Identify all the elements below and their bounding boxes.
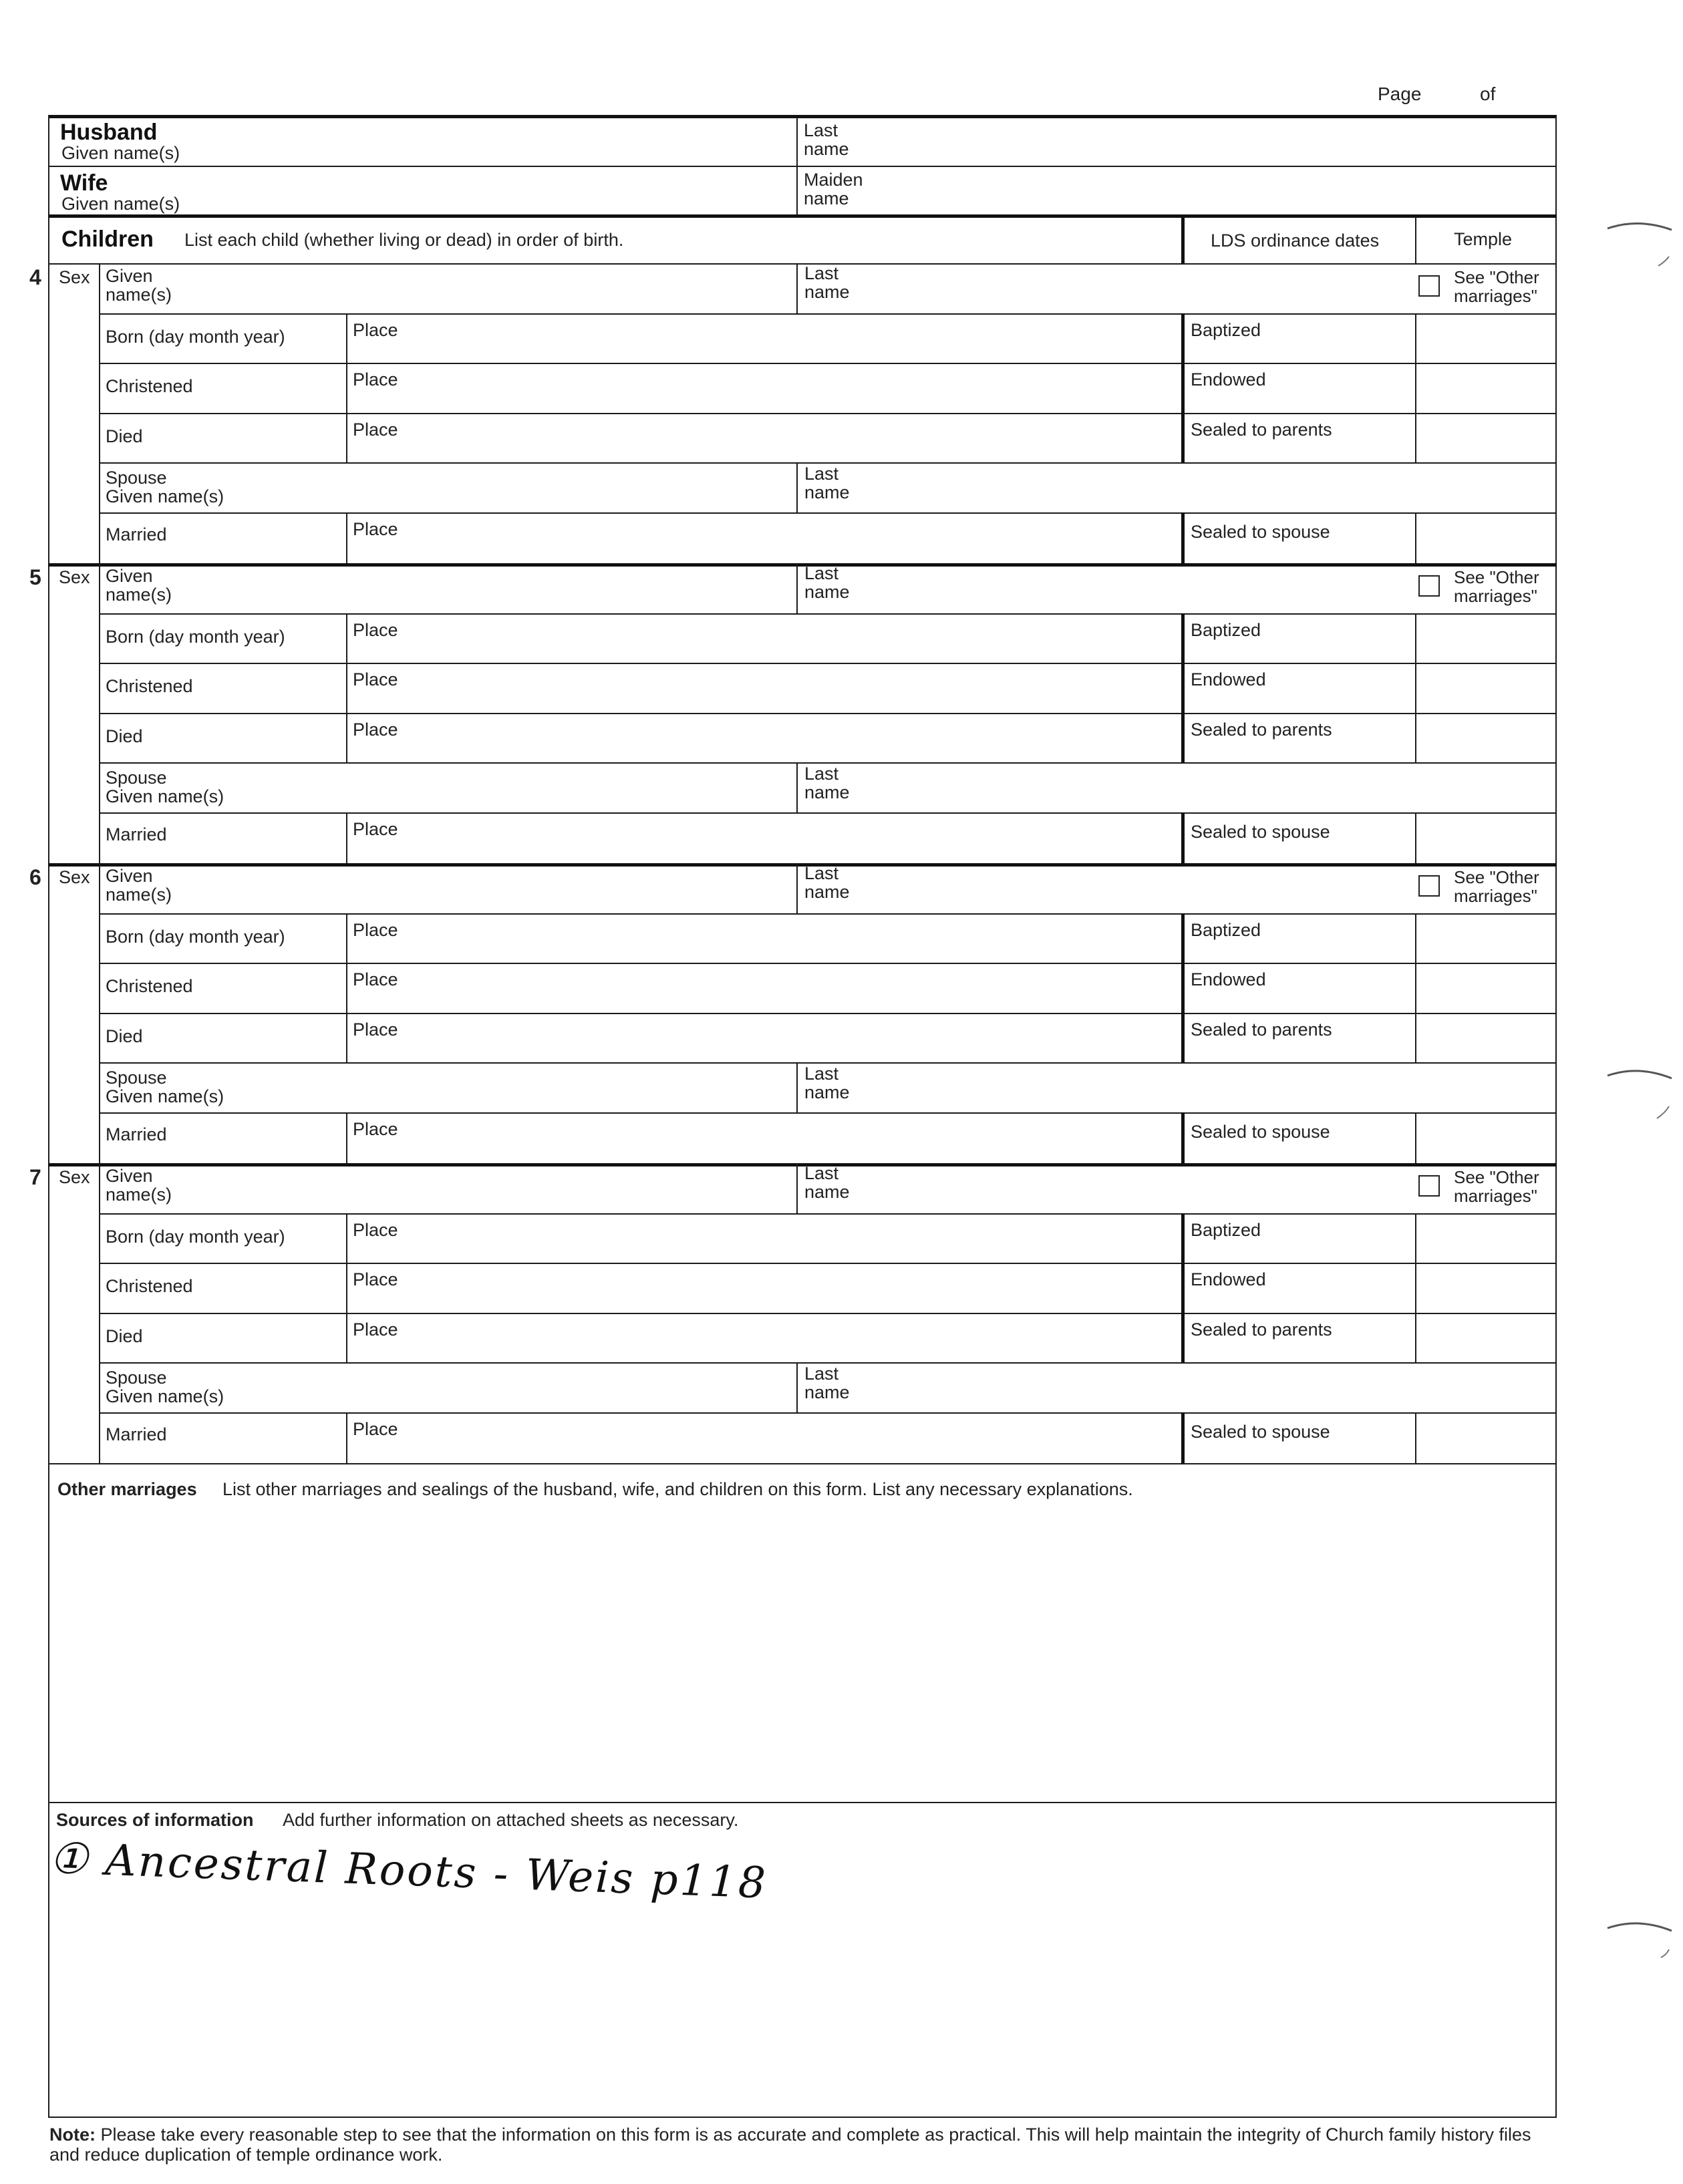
husband-given-name-field[interactable] <box>53 120 795 164</box>
spouse-given-label: Given name(s) <box>106 1386 224 1406</box>
other-marriages-instruction: List other marriages and sealings of the husband, wife, and children on this form. List any necessary explanations. <box>222 1479 1133 1499</box>
last-label-1: Last <box>804 263 839 283</box>
divider-line <box>346 313 347 363</box>
divider-line <box>796 762 798 812</box>
child-sex-field[interactable] <box>52 287 98 311</box>
died-label: Died <box>106 426 143 446</box>
died-date-field[interactable] <box>102 1315 343 1360</box>
sealed-parents-label: Sealed to parents <box>1191 719 1332 740</box>
spouse-label: Spouse <box>106 1068 167 1088</box>
divider-line <box>346 812 347 864</box>
divider-line <box>99 812 1557 814</box>
married-label: Married <box>106 824 167 844</box>
died-place-field[interactable] <box>349 1016 1179 1060</box>
child-last-name-field[interactable] <box>799 566 1394 611</box>
endowed-label: Endowed <box>1191 1269 1266 1289</box>
christened-place-field[interactable] <box>349 965 1179 1010</box>
husband-last-label-2: name <box>804 139 849 159</box>
given-label-1: Given <box>106 266 153 286</box>
sealed-spouse-temple-field[interactable] <box>1418 1415 1554 1460</box>
sealed-spouse-date-field[interactable] <box>1185 1415 1412 1460</box>
last-label-2: name <box>804 1182 850 1202</box>
divider-line <box>99 1013 1557 1014</box>
divider-line <box>796 462 798 512</box>
married-date-field[interactable] <box>102 1415 343 1460</box>
died-place-field[interactable] <box>349 416 1179 460</box>
divider-line <box>1415 613 1416 763</box>
sealed-spouse-label: Sealed to spouse <box>1191 521 1330 542</box>
binder-hole-mark-top <box>1605 215 1678 282</box>
endowed-temple-field[interactable] <box>1418 1265 1554 1310</box>
child-given-name-field[interactable] <box>102 1166 794 1211</box>
sealed-parents-temple-field[interactable] <box>1418 1315 1554 1360</box>
place-label: Place <box>353 1319 398 1340</box>
husband-last-name-field[interactable] <box>800 120 1551 164</box>
sealed-spouse-date-field[interactable] <box>1185 815 1412 860</box>
right-border <box>1555 115 1557 2118</box>
divider-line <box>1181 512 1185 564</box>
other-marriages-checkbox[interactable] <box>1418 875 1440 897</box>
divider-line <box>796 1362 798 1412</box>
divider-line <box>99 1213 1557 1215</box>
born-label: Born (day month year) <box>106 926 285 947</box>
divider-line <box>346 1313 347 1363</box>
christened-place-field[interactable] <box>349 365 1179 410</box>
baptized-date-field[interactable] <box>1185 916 1412 961</box>
other-marriages-checkbox[interactable] <box>1418 275 1440 297</box>
wife-divider <box>796 167 798 215</box>
married-label: Married <box>106 1124 167 1144</box>
spouse-given-name-field[interactable] <box>102 1065 794 1110</box>
husband-title: Husband <box>60 120 158 145</box>
last-label-2: name <box>804 582 850 602</box>
child-given-name-field[interactable] <box>102 566 794 611</box>
divider-line <box>99 613 1557 615</box>
sealed-spouse-label: Sealed to spouse <box>1191 1121 1330 1142</box>
lds-dates-label: LDS ordinance dates <box>1211 230 1380 251</box>
divider-line <box>346 512 347 564</box>
christened-date-field[interactable] <box>102 965 343 1010</box>
born-label: Born (day month year) <box>106 1226 285 1247</box>
page-label: Page <box>1378 84 1422 104</box>
last-label-1: Last <box>804 1163 839 1183</box>
sources-title: Sources of information <box>56 1810 254 1830</box>
sealed-parents-date-field[interactable] <box>1185 416 1412 460</box>
christened-label: Christened <box>106 976 193 996</box>
spouse-last-name-field[interactable] <box>799 1365 1554 1410</box>
died-label: Died <box>106 726 143 746</box>
endowed-label: Endowed <box>1191 969 1266 989</box>
married-place-field[interactable] <box>349 1115 1179 1160</box>
top-border <box>48 115 1557 118</box>
born-place-field[interactable] <box>349 316 1179 361</box>
divider-line <box>1181 1112 1185 1164</box>
married-place-label: Place <box>353 1418 398 1439</box>
wife-maiden-label-1: Maiden <box>804 170 863 190</box>
divider-line <box>99 713 1557 714</box>
baptized-temple-field[interactable] <box>1418 316 1554 361</box>
divider-line <box>346 1213 347 1263</box>
divider-line <box>796 863 798 913</box>
christened-date-field[interactable] <box>102 365 343 410</box>
divider-line <box>48 166 1557 167</box>
child-number: 6 <box>29 865 41 889</box>
endowed-temple-field[interactable] <box>1418 665 1554 710</box>
divider-line <box>1415 512 1416 564</box>
baptized-label: Baptized <box>1191 919 1261 940</box>
other-marriages-checkbox[interactable] <box>1418 1175 1440 1197</box>
born-date-field[interactable] <box>102 916 343 961</box>
endowed-date-field[interactable] <box>1185 965 1412 1010</box>
divider-line <box>346 413 347 463</box>
born-date-field[interactable] <box>102 616 343 661</box>
marriages-label: marriages" <box>1454 886 1537 906</box>
given-label-1: Given <box>106 566 153 586</box>
sealed-parents-temple-field[interactable] <box>1418 416 1554 460</box>
husband-divider <box>796 118 798 166</box>
divider-line <box>1181 613 1185 763</box>
baptized-temple-field[interactable] <box>1418 1216 1554 1261</box>
christened-label: Christened <box>106 1276 193 1296</box>
sex-label: Sex <box>59 267 90 287</box>
christened-place-field[interactable] <box>349 665 1179 710</box>
place-label: Place <box>353 419 398 440</box>
spouse-last-label-2: name <box>804 1082 850 1102</box>
note-label: Note: <box>49 2125 96 2145</box>
spouse-last-name-field[interactable] <box>799 765 1554 810</box>
child-given-name-field[interactable] <box>102 266 794 311</box>
see-other-label: See "Other <box>1454 1167 1539 1187</box>
divider-line <box>99 1313 1557 1314</box>
given-label-2: name(s) <box>106 885 172 905</box>
divider-line <box>1415 1112 1416 1164</box>
divider-line <box>1181 913 1185 1063</box>
place-label: Place <box>353 719 398 740</box>
baptized-label: Baptized <box>1191 1219 1261 1240</box>
spouse-label: Spouse <box>106 768 167 788</box>
given-label-2: name(s) <box>106 585 172 605</box>
divider-line <box>48 1802 1557 1803</box>
child-last-name-field[interactable] <box>799 866 1394 911</box>
see-other-label: See "Other <box>1454 267 1539 287</box>
divider-line <box>48 214 1557 218</box>
marriages-label: marriages" <box>1454 1186 1537 1206</box>
binder-hole-mark-middle <box>1605 1062 1678 1129</box>
baptized-temple-field[interactable] <box>1418 916 1554 961</box>
divider-line <box>796 563 798 613</box>
given-label-2: name(s) <box>106 285 172 305</box>
divider-line <box>346 1112 347 1164</box>
binder-hole-mark-bottom <box>1605 1915 1678 1982</box>
spouse-given-name-field[interactable] <box>102 465 794 510</box>
place-label: Place <box>353 1219 398 1240</box>
given-label-1: Given <box>106 1166 153 1186</box>
divider-line <box>99 413 1557 414</box>
divider-line <box>346 713 347 763</box>
spouse-given-label: Given name(s) <box>106 486 224 506</box>
divider-line <box>99 1112 1557 1114</box>
left-border <box>48 115 49 2118</box>
died-date-field[interactable] <box>102 1016 343 1060</box>
child-sex-field[interactable] <box>52 587 98 611</box>
sealed-parents-label: Sealed to parents <box>1191 1319 1332 1340</box>
sealed-parents-temple-field[interactable] <box>1418 1016 1554 1060</box>
spouse-given-label: Given name(s) <box>106 786 224 806</box>
children-instruction: List each child (whether living or dead) in order of birth. <box>184 230 624 250</box>
divider-line <box>346 613 347 663</box>
endowed-temple-field[interactable] <box>1418 965 1554 1010</box>
sealed-spouse-temple-field[interactable] <box>1418 815 1554 860</box>
divider-line <box>1181 313 1185 463</box>
divider-line <box>1181 1213 1185 1363</box>
sealed-parents-date-field[interactable] <box>1185 716 1412 760</box>
husband-last-label-1: Last <box>804 120 838 140</box>
sealed-spouse-date-field[interactable] <box>1185 515 1412 560</box>
last-label-2: name <box>804 882 850 902</box>
married-place-field[interactable] <box>349 1415 1179 1460</box>
sources-handwritten-entry: ① Ancestral Roots - Weis p118 <box>48 1834 768 1909</box>
child-number: 4 <box>29 265 41 289</box>
wife-given-label: Given name(s) <box>61 194 180 214</box>
spouse-given-name-field[interactable] <box>102 1365 794 1410</box>
wife-given-name-field[interactable] <box>53 170 795 214</box>
other-marriages-title: Other marriages <box>57 1479 197 1499</box>
spouse-label: Spouse <box>106 468 167 488</box>
other-marriages-field[interactable] <box>53 1503 1551 1797</box>
born-place-field[interactable] <box>349 916 1179 961</box>
sealed-parents-date-field[interactable] <box>1185 1315 1412 1360</box>
other-marriages-checkbox[interactable] <box>1418 575 1440 597</box>
divider-line <box>99 363 1557 364</box>
sealed-spouse-temple-field[interactable] <box>1418 515 1554 560</box>
divider-line <box>1415 812 1416 864</box>
divider-line <box>346 1263 347 1313</box>
divider-line <box>1415 313 1416 463</box>
divider-line <box>99 512 1557 514</box>
divider-line <box>346 1013 347 1063</box>
given-label-2: name(s) <box>106 1185 172 1205</box>
given-label-1: Given <box>106 866 153 886</box>
spouse-last-label-2: name <box>804 1382 850 1402</box>
divider-line <box>99 963 1557 964</box>
sources-field[interactable] <box>53 1831 1551 2111</box>
died-place-field[interactable] <box>349 716 1179 760</box>
baptized-date-field[interactable] <box>1185 316 1412 361</box>
divider-line <box>346 963 347 1013</box>
see-other-label: See "Other <box>1454 567 1539 587</box>
temple-label: Temple <box>1454 229 1513 249</box>
sealed-parents-label: Sealed to parents <box>1191 1019 1332 1040</box>
footer-note <box>49 2125 1546 2165</box>
married-date-field[interactable] <box>102 815 343 860</box>
born-date-field[interactable] <box>102 1216 343 1261</box>
place-label: Place <box>353 619 398 640</box>
divider-line <box>1181 812 1185 864</box>
sex-label: Sex <box>59 1167 90 1187</box>
spouse-last-name-field[interactable] <box>799 1065 1554 1110</box>
divider-line <box>99 913 1557 915</box>
child-sex-field[interactable] <box>52 887 98 911</box>
endowed-label: Endowed <box>1191 669 1266 689</box>
children-title: Children <box>61 226 154 252</box>
endowed-label: Endowed <box>1191 369 1266 389</box>
married-place-field[interactable] <box>349 515 1179 560</box>
endowed-date-field[interactable] <box>1185 1265 1412 1310</box>
sealed-spouse-label: Sealed to spouse <box>1191 1421 1330 1442</box>
marriages-label: marriages" <box>1454 586 1537 606</box>
divider-line <box>346 913 347 963</box>
died-label: Died <box>106 1026 143 1046</box>
spouse-last-label-2: name <box>804 482 850 502</box>
divider-line <box>99 663 1557 664</box>
married-place-label: Place <box>353 1118 398 1139</box>
place-label: Place <box>353 919 398 940</box>
place-label: Place <box>353 369 398 389</box>
spouse-last-label-1: Last <box>804 464 839 484</box>
wife-maiden-label-2: name <box>804 188 849 208</box>
place-label: Place <box>353 969 398 989</box>
divider-line <box>796 263 798 313</box>
bottom-border <box>48 2117 1557 2118</box>
married-place-label: Place <box>353 818 398 839</box>
born-place-field[interactable] <box>349 616 1179 661</box>
sealed-spouse-temple-field[interactable] <box>1418 1115 1554 1160</box>
last-label-2: name <box>804 282 850 302</box>
divider-line <box>99 313 1557 315</box>
wife-maiden-name-field[interactable] <box>800 170 1551 214</box>
sealed-parents-date-field[interactable] <box>1185 1016 1412 1060</box>
of-label: of <box>1480 84 1496 104</box>
sealed-spouse-label: Sealed to spouse <box>1191 821 1330 842</box>
divider-line <box>1181 1412 1185 1464</box>
divider-line <box>48 1463 1557 1464</box>
place-label: Place <box>353 1269 398 1289</box>
spouse-given-label: Given name(s) <box>106 1086 224 1106</box>
died-date-field[interactable] <box>102 416 343 460</box>
divider-line <box>346 1412 347 1464</box>
divider-line <box>796 1062 798 1112</box>
married-place-label: Place <box>353 518 398 539</box>
endowed-date-field[interactable] <box>1185 665 1412 710</box>
died-label: Died <box>106 1325 143 1346</box>
husband-given-label: Given name(s) <box>61 143 180 163</box>
divider-line <box>99 1412 1557 1414</box>
child-number: 5 <box>29 565 41 589</box>
endowed-temple-field[interactable] <box>1418 365 1554 410</box>
lds-column-divider <box>1181 216 1185 265</box>
child-given-name-field[interactable] <box>102 866 794 911</box>
christened-label: Christened <box>106 376 193 396</box>
died-place-field[interactable] <box>349 1315 1179 1360</box>
child-last-name-field[interactable] <box>799 266 1394 311</box>
place-label: Place <box>353 669 398 689</box>
temple-column-divider <box>1415 216 1416 265</box>
note-text: Please take every reasonable step to see that the information on this form is as accurate and complete as practical. This will help maintain the integrity of Church family history files and reduce duplication of temple ordinance work. <box>49 2125 1531 2165</box>
spouse-last-label-1: Last <box>804 764 839 784</box>
sealed-spouse-date-field[interactable] <box>1185 1115 1412 1160</box>
born-date-field[interactable] <box>102 316 343 361</box>
baptized-label: Baptized <box>1191 319 1261 340</box>
divider-line <box>99 1263 1557 1264</box>
divider-line <box>346 663 347 713</box>
divider-line <box>346 363 347 413</box>
place-label: Place <box>353 1019 398 1040</box>
spouse-given-name-field[interactable] <box>102 765 794 810</box>
christened-date-field[interactable] <box>102 1265 343 1310</box>
christened-label: Christened <box>106 676 193 696</box>
divider-line <box>1415 913 1416 1063</box>
died-date-field[interactable] <box>102 716 343 760</box>
born-place-field[interactable] <box>349 1216 1179 1261</box>
sex-label: Sex <box>59 867 90 887</box>
spouse-last-label-2: name <box>804 782 850 802</box>
wife-title: Wife <box>60 170 108 196</box>
spouse-last-name-field[interactable] <box>799 465 1554 510</box>
spouse-last-label-1: Last <box>804 1364 839 1384</box>
divider-line <box>1415 1412 1416 1464</box>
married-date-field[interactable] <box>102 515 343 560</box>
child-number: 7 <box>29 1165 41 1189</box>
see-other-label: See "Other <box>1454 867 1539 887</box>
married-place-field[interactable] <box>349 815 1179 860</box>
baptized-date-field[interactable] <box>1185 616 1412 661</box>
divider-line <box>796 1163 798 1213</box>
married-label: Married <box>106 1424 167 1444</box>
born-label: Born (day month year) <box>106 326 285 347</box>
baptized-label: Baptized <box>1191 619 1261 640</box>
child-sex-field[interactable] <box>52 1187 98 1211</box>
divider-line <box>48 263 1557 265</box>
baptized-date-field[interactable] <box>1185 1216 1412 1261</box>
born-label: Born (day month year) <box>106 626 285 647</box>
endowed-date-field[interactable] <box>1185 365 1412 410</box>
spouse-last-label-1: Last <box>804 1064 839 1084</box>
married-date-field[interactable] <box>102 1115 343 1160</box>
place-label: Place <box>353 319 398 340</box>
married-label: Married <box>106 524 167 544</box>
sources-instruction: Add further information on attached sheets as necessary. <box>283 1810 739 1830</box>
sealed-parents-temple-field[interactable] <box>1418 716 1554 760</box>
christened-date-field[interactable] <box>102 665 343 710</box>
baptized-temple-field[interactable] <box>1418 616 1554 661</box>
sealed-parents-label: Sealed to parents <box>1191 419 1332 440</box>
last-label-1: Last <box>804 563 839 583</box>
divider-line <box>1415 1213 1416 1363</box>
child-last-name-field[interactable] <box>799 1166 1394 1211</box>
christened-place-field[interactable] <box>349 1265 1179 1310</box>
sex-label: Sex <box>59 567 90 587</box>
last-label-1: Last <box>804 863 839 883</box>
marriages-label: marriages" <box>1454 286 1537 306</box>
spouse-label: Spouse <box>106 1368 167 1388</box>
